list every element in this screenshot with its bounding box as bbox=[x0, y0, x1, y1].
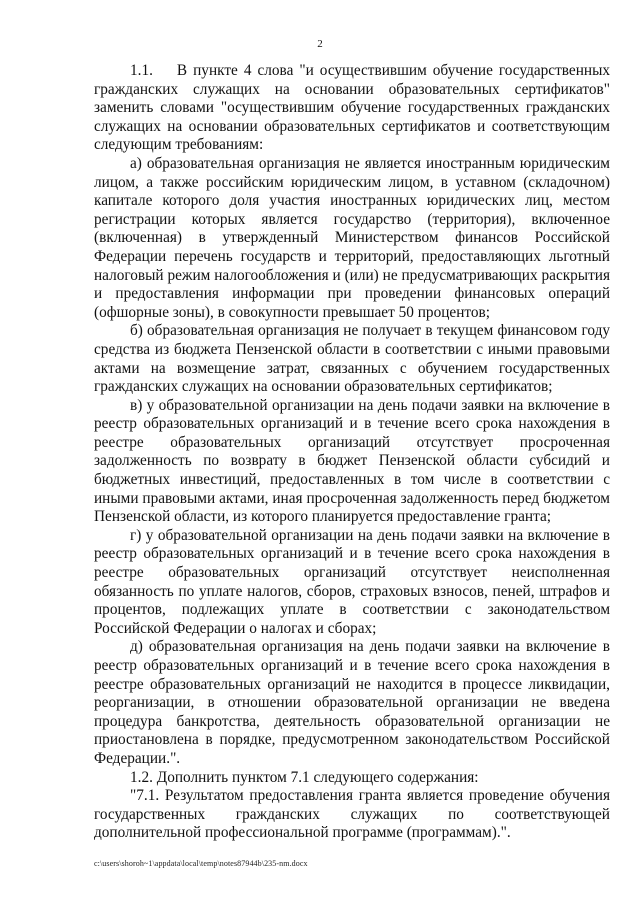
page-number: 2 bbox=[317, 38, 323, 50]
document-body bbox=[94, 62, 610, 843]
paragraph-item-g: г) у образовательной организации на день подачи заявки на включение в реестр образовательных организаций и в течение всего срока нахождения в реестре образовательных организаций отсутствует неисполненная обязанность по уплате налогов, сборов, страховых взносов, пеней, штрафов и процентов, подлежащих уплате в соответствии с законодательством Российской Федерации о налогах и сборах; bbox=[94, 526, 610, 637]
paragraph-item-v: в) у образовательной организации на день подачи заявки на включение в реестр образовательных организаций и в течение всего срока нахождения в реестре образовательных организаций отсутствует просроченная задолженность по возврату в бюджет Пензенской области субсидий и бюджетных инвестиций, предоставленных в том числе в соответствии с иными правовыми актами, иная просроченная задолженность перед бюджетом Пензенской области, из которого планируется предоставление гранта; bbox=[94, 396, 610, 526]
paragraph-item-a: а) образовательная организация не является иностранным юридическим лицом, а также российским юридическим лицом, в уставном (складочном) капитале которого доля участия иностранных юридических лиц, местом регистрации которых является государство (территория), включенное (включенная) в утвержденный Министерством финансов Российской Федерации перечень государств и территорий, предоставляющих льготный налоговый режим налогообложения и (или) не предусматривающих раскрытия и предоставления информации при проведении финансовых операций (офшорные зоны), в совокупности превышает 50 процентов; bbox=[94, 154, 610, 321]
paragraph-item-b: б) образовательная организация не получает в текущем финансовом году средства из бюджета Пензенской области в соответствии с иными правовыми актами на возмещение затрат, связанных с обучением государственных гражданских служащих на основании образовательных сертификатов; bbox=[94, 322, 610, 396]
paragraph-item-d: д) образовательная организация на день подачи заявки на включение в реестр образовательных организаций и в течение всего срока нахождения в реестре образовательных организаций не находится в процессе ликвидации, реорганизации, в отношении образовательной организации не введена процедура банкротства, деятельность образовательной организации не приостановлена в порядке, предусмотренном законодательством Российской Федерации.". bbox=[94, 638, 610, 767]
footer-file-path: c:\users\shoroh~1\appdata\local\temp\notes87944b\235-nm.docx bbox=[94, 859, 308, 868]
paragraph-1-2: 1.2. Дополнить пунктом 7.1 следующего содержания: bbox=[130, 768, 479, 786]
paragraph-7-1: "7.1. Результатом предоставления гранта является проведение обучения государственных гражданских служащих по соответствующей дополнительной профессиональной программе (программам).". bbox=[94, 787, 610, 842]
paragraph-1-1: 1.1. В пункте 4 слова "и осуществившим обучение государственных гражданских служащих на основании образовательных сертификатов" заменить словами "осуществившим обучение государственных гражданских служащих на основании образовательных сертификатов и соответствующим следующим требованиям: bbox=[94, 62, 610, 154]
